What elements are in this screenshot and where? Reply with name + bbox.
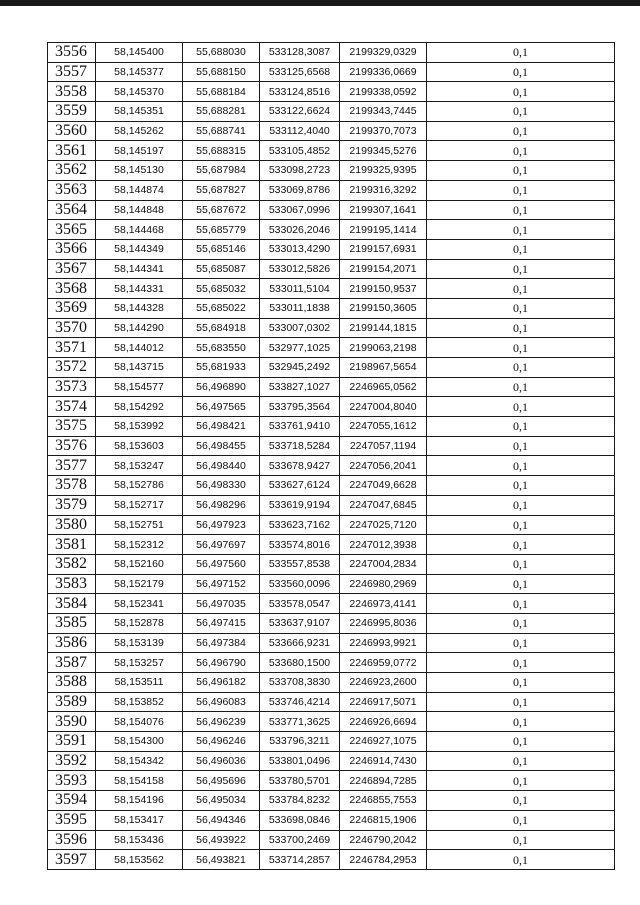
table-row <box>48 554 615 574</box>
latitude-cell: 58,153247 <box>96 456 183 476</box>
point-number-cell: 3582 <box>48 554 96 574</box>
precision-cell: 0,1 <box>427 417 615 437</box>
x-coordinate-cell: 533069,8786 <box>260 180 340 200</box>
latitude-cell: 58,153992 <box>96 417 183 437</box>
x-coordinate-cell: 533578,0547 <box>260 594 340 614</box>
point-number-cell: 3575 <box>48 417 96 437</box>
precision-cell: 0,1 <box>427 456 615 476</box>
table-row <box>48 397 615 417</box>
precision-cell: 0,1 <box>427 43 615 63</box>
longitude-cell: 56,498440 <box>183 456 260 476</box>
y-coordinate-cell: 2246959,0772 <box>340 653 427 673</box>
latitude-cell: 58,144848 <box>96 200 183 220</box>
table-row <box>48 220 615 240</box>
point-number-cell: 3566 <box>48 239 96 259</box>
longitude-cell: 56,496246 <box>183 732 260 752</box>
table-row <box>48 82 615 102</box>
point-number-cell: 3561 <box>48 141 96 161</box>
point-number-cell: 3564 <box>48 200 96 220</box>
table-row <box>48 358 615 378</box>
precision-cell: 0,1 <box>427 850 615 870</box>
point-number-cell: 3567 <box>48 259 96 279</box>
precision-cell: 0,1 <box>427 830 615 850</box>
longitude-cell: 56,496083 <box>183 692 260 712</box>
point-number-cell: 3597 <box>48 850 96 870</box>
precision-cell: 0,1 <box>427 338 615 358</box>
x-coordinate-cell: 533067,0996 <box>260 200 340 220</box>
longitude-cell: 55,685022 <box>183 298 260 318</box>
latitude-cell: 58,145262 <box>96 121 183 141</box>
x-coordinate-cell: 533112,4040 <box>260 121 340 141</box>
point-number-cell: 3592 <box>48 751 96 771</box>
point-number-cell: 3574 <box>48 397 96 417</box>
latitude-cell: 58,145351 <box>96 102 183 122</box>
point-number-cell: 3562 <box>48 161 96 181</box>
longitude-cell: 56,496182 <box>183 673 260 693</box>
longitude-cell: 55,687827 <box>183 180 260 200</box>
point-number-cell: 3579 <box>48 495 96 515</box>
y-coordinate-cell: 2199370,7073 <box>340 121 427 141</box>
point-number-cell: 3583 <box>48 574 96 594</box>
y-coordinate-cell: 2246923,2600 <box>340 673 427 693</box>
y-coordinate-cell: 2199150,9537 <box>340 279 427 299</box>
latitude-cell: 58,152160 <box>96 554 183 574</box>
longitude-cell: 55,688315 <box>183 141 260 161</box>
precision-cell: 0,1 <box>427 279 615 299</box>
latitude-cell: 58,154300 <box>96 732 183 752</box>
y-coordinate-cell: 2199154,2071 <box>340 259 427 279</box>
x-coordinate-cell: 533761,9410 <box>260 417 340 437</box>
table-row <box>48 613 615 633</box>
latitude-cell: 58,145370 <box>96 82 183 102</box>
longitude-cell: 56,498421 <box>183 417 260 437</box>
y-coordinate-cell: 2246993,9921 <box>340 633 427 653</box>
table-row <box>48 377 615 397</box>
latitude-cell: 58,154342 <box>96 751 183 771</box>
y-coordinate-cell: 2246927,1075 <box>340 732 427 752</box>
precision-cell: 0,1 <box>427 298 615 318</box>
point-number-cell: 3587 <box>48 653 96 673</box>
latitude-cell: 58,144874 <box>96 180 183 200</box>
table-row <box>48 791 615 811</box>
table-row <box>48 318 615 338</box>
precision-cell: 0,1 <box>427 141 615 161</box>
y-coordinate-cell: 2247047,6845 <box>340 495 427 515</box>
latitude-cell: 58,145130 <box>96 161 183 181</box>
latitude-cell: 58,145400 <box>96 43 183 63</box>
y-coordinate-cell: 2247049,6628 <box>340 476 427 496</box>
table-row <box>48 673 615 693</box>
y-coordinate-cell: 2199195,1414 <box>340 220 427 240</box>
precision-cell: 0,1 <box>427 515 615 535</box>
x-coordinate-cell: 533718,5284 <box>260 436 340 456</box>
point-number-cell: 3558 <box>48 82 96 102</box>
x-coordinate-cell: 533784,8232 <box>260 791 340 811</box>
latitude-cell: 58,152179 <box>96 574 183 594</box>
table-row <box>48 141 615 161</box>
point-number-cell: 3581 <box>48 535 96 555</box>
precision-cell: 0,1 <box>427 102 615 122</box>
precision-cell: 0,1 <box>427 200 615 220</box>
point-number-cell: 3591 <box>48 732 96 752</box>
y-coordinate-cell: 2199329,0329 <box>340 43 427 63</box>
precision-cell: 0,1 <box>427 476 615 496</box>
longitude-cell: 56,497035 <box>183 594 260 614</box>
table-row <box>48 62 615 82</box>
x-coordinate-cell: 533795,3564 <box>260 397 340 417</box>
x-coordinate-cell: 533771,3625 <box>260 712 340 732</box>
longitude-cell: 56,498296 <box>183 495 260 515</box>
x-coordinate-cell: 532977,1025 <box>260 338 340 358</box>
table-row <box>48 751 615 771</box>
point-number-cell: 3571 <box>48 338 96 358</box>
point-number-cell: 3590 <box>48 712 96 732</box>
latitude-cell: 58,153436 <box>96 830 183 850</box>
x-coordinate-cell: 533007,0302 <box>260 318 340 338</box>
table-row <box>48 417 615 437</box>
table-row <box>48 43 615 63</box>
longitude-cell: 56,497697 <box>183 535 260 555</box>
latitude-cell: 58,154158 <box>96 771 183 791</box>
table-row <box>48 692 615 712</box>
latitude-cell: 58,152717 <box>96 495 183 515</box>
longitude-cell: 56,498330 <box>183 476 260 496</box>
longitude-cell: 56,493922 <box>183 830 260 850</box>
precision-cell: 0,1 <box>427 633 615 653</box>
latitude-cell: 58,153511 <box>96 673 183 693</box>
x-coordinate-cell: 533011,5104 <box>260 279 340 299</box>
latitude-cell: 58,145197 <box>96 141 183 161</box>
y-coordinate-cell: 2247004,2834 <box>340 554 427 574</box>
point-number-cell: 3565 <box>48 220 96 240</box>
x-coordinate-cell: 533560,0096 <box>260 574 340 594</box>
latitude-cell: 58,143715 <box>96 358 183 378</box>
table-row <box>48 298 615 318</box>
y-coordinate-cell: 2199157,6931 <box>340 239 427 259</box>
point-number-cell: 3569 <box>48 298 96 318</box>
latitude-cell: 58,154292 <box>96 397 183 417</box>
x-coordinate-cell: 533627,6124 <box>260 476 340 496</box>
y-coordinate-cell: 2246784,2953 <box>340 850 427 870</box>
longitude-cell: 55,685146 <box>183 239 260 259</box>
latitude-cell: 58,153562 <box>96 850 183 870</box>
x-coordinate-cell: 533125,6568 <box>260 62 340 82</box>
precision-cell: 0,1 <box>427 751 615 771</box>
longitude-cell: 55,688281 <box>183 102 260 122</box>
longitude-cell: 55,687984 <box>183 161 260 181</box>
point-number-cell: 3568 <box>48 279 96 299</box>
y-coordinate-cell: 2246917,5071 <box>340 692 427 712</box>
longitude-cell: 56,497415 <box>183 613 260 633</box>
latitude-cell: 58,152786 <box>96 476 183 496</box>
table-row <box>48 239 615 259</box>
longitude-cell: 55,681933 <box>183 358 260 378</box>
precision-cell: 0,1 <box>427 259 615 279</box>
latitude-cell: 58,144290 <box>96 318 183 338</box>
x-coordinate-cell: 533801,0496 <box>260 751 340 771</box>
precision-cell: 0,1 <box>427 613 615 633</box>
point-number-cell: 3572 <box>48 358 96 378</box>
latitude-cell: 58,144468 <box>96 220 183 240</box>
longitude-cell: 55,685032 <box>183 279 260 299</box>
point-number-cell: 3570 <box>48 318 96 338</box>
x-coordinate-cell: 533714,2857 <box>260 850 340 870</box>
x-coordinate-cell: 533012,5826 <box>260 259 340 279</box>
longitude-cell: 56,498455 <box>183 436 260 456</box>
y-coordinate-cell: 2246815,1906 <box>340 810 427 830</box>
x-coordinate-cell: 533700,2469 <box>260 830 340 850</box>
latitude-cell: 58,153852 <box>96 692 183 712</box>
latitude-cell: 58,144328 <box>96 298 183 318</box>
latitude-cell: 58,144349 <box>96 239 183 259</box>
longitude-cell: 56,497384 <box>183 633 260 653</box>
x-coordinate-cell: 533619,9194 <box>260 495 340 515</box>
table-row <box>48 338 615 358</box>
longitude-cell: 56,497923 <box>183 515 260 535</box>
point-number-cell: 3593 <box>48 771 96 791</box>
y-coordinate-cell: 2246790,2042 <box>340 830 427 850</box>
table-row <box>48 535 615 555</box>
x-coordinate-cell: 533124,8516 <box>260 82 340 102</box>
point-number-cell: 3556 <box>48 43 96 63</box>
latitude-cell: 58,152341 <box>96 594 183 614</box>
longitude-cell: 55,688030 <box>183 43 260 63</box>
y-coordinate-cell: 2199338,0592 <box>340 82 427 102</box>
point-number-cell: 3589 <box>48 692 96 712</box>
latitude-cell: 58,154196 <box>96 791 183 811</box>
latitude-cell: 58,152751 <box>96 515 183 535</box>
precision-cell: 0,1 <box>427 692 615 712</box>
table-row <box>48 279 615 299</box>
precision-cell: 0,1 <box>427 712 615 732</box>
precision-cell: 0,1 <box>427 397 615 417</box>
y-coordinate-cell: 2199307,1641 <box>340 200 427 220</box>
y-coordinate-cell: 2198967,5654 <box>340 358 427 378</box>
precision-cell: 0,1 <box>427 732 615 752</box>
longitude-cell: 56,497565 <box>183 397 260 417</box>
point-number-cell: 3560 <box>48 121 96 141</box>
x-coordinate-cell: 533827,1027 <box>260 377 340 397</box>
precision-cell: 0,1 <box>427 82 615 102</box>
x-coordinate-cell: 533128,3087 <box>260 43 340 63</box>
point-number-cell: 3586 <box>48 633 96 653</box>
latitude-cell: 58,144012 <box>96 338 183 358</box>
x-coordinate-cell: 533678,9427 <box>260 456 340 476</box>
precision-cell: 0,1 <box>427 180 615 200</box>
longitude-cell: 56,493821 <box>183 850 260 870</box>
top-border-rule <box>0 0 640 6</box>
table-row <box>48 121 615 141</box>
coordinate-table-container <box>47 42 615 870</box>
point-number-cell: 3588 <box>48 673 96 693</box>
precision-cell: 0,1 <box>427 535 615 555</box>
longitude-cell: 56,496239 <box>183 712 260 732</box>
x-coordinate-cell: 533557,8538 <box>260 554 340 574</box>
precision-cell: 0,1 <box>427 810 615 830</box>
latitude-cell: 58,152312 <box>96 535 183 555</box>
precision-cell: 0,1 <box>427 653 615 673</box>
precision-cell: 0,1 <box>427 436 615 456</box>
point-number-cell: 3559 <box>48 102 96 122</box>
x-coordinate-cell: 533666,9231 <box>260 633 340 653</box>
y-coordinate-cell: 2246855,7553 <box>340 791 427 811</box>
table-row <box>48 810 615 830</box>
x-coordinate-cell: 533746,4214 <box>260 692 340 712</box>
y-coordinate-cell: 2199343,7445 <box>340 102 427 122</box>
latitude-cell: 58,154577 <box>96 377 183 397</box>
table-row <box>48 495 615 515</box>
y-coordinate-cell: 2247056,2041 <box>340 456 427 476</box>
latitude-cell: 58,144341 <box>96 259 183 279</box>
point-number-cell: 3585 <box>48 613 96 633</box>
x-coordinate-cell: 533013,4290 <box>260 239 340 259</box>
table-row <box>48 830 615 850</box>
longitude-cell: 56,495034 <box>183 791 260 811</box>
point-number-cell: 3596 <box>48 830 96 850</box>
table-row <box>48 633 615 653</box>
latitude-cell: 58,153257 <box>96 653 183 673</box>
longitude-cell: 55,687672 <box>183 200 260 220</box>
point-number-cell: 3576 <box>48 436 96 456</box>
longitude-cell: 55,685087 <box>183 259 260 279</box>
x-coordinate-cell: 533708,3830 <box>260 673 340 693</box>
y-coordinate-cell: 2247012,3938 <box>340 535 427 555</box>
x-coordinate-cell: 533623,7162 <box>260 515 340 535</box>
point-number-cell: 3578 <box>48 476 96 496</box>
table-row <box>48 259 615 279</box>
table-row <box>48 161 615 181</box>
precision-cell: 0,1 <box>427 239 615 259</box>
y-coordinate-cell: 2199336,0669 <box>340 62 427 82</box>
longitude-cell: 56,495696 <box>183 771 260 791</box>
x-coordinate-cell: 533698,0846 <box>260 810 340 830</box>
precision-cell: 0,1 <box>427 358 615 378</box>
table-row <box>48 476 615 496</box>
y-coordinate-cell: 2246980,2969 <box>340 574 427 594</box>
longitude-cell: 55,685779 <box>183 220 260 240</box>
y-coordinate-cell: 2246995,8036 <box>340 613 427 633</box>
latitude-cell: 58,153417 <box>96 810 183 830</box>
y-coordinate-cell: 2246894,7285 <box>340 771 427 791</box>
x-coordinate-cell: 533574,8016 <box>260 535 340 555</box>
y-coordinate-cell: 2246965,0562 <box>340 377 427 397</box>
table-row <box>48 200 615 220</box>
point-number-cell: 3563 <box>48 180 96 200</box>
x-coordinate-cell: 533780,5701 <box>260 771 340 791</box>
point-number-cell: 3577 <box>48 456 96 476</box>
longitude-cell: 56,494346 <box>183 810 260 830</box>
x-coordinate-cell: 533796,3211 <box>260 732 340 752</box>
precision-cell: 0,1 <box>427 771 615 791</box>
y-coordinate-cell: 2247055,1612 <box>340 417 427 437</box>
longitude-cell: 56,496890 <box>183 377 260 397</box>
longitude-cell: 56,497560 <box>183 554 260 574</box>
y-coordinate-cell: 2199150,3605 <box>340 298 427 318</box>
longitude-cell: 55,688741 <box>183 121 260 141</box>
y-coordinate-cell: 2247004,8040 <box>340 397 427 417</box>
y-coordinate-cell: 2199345,5276 <box>340 141 427 161</box>
precision-cell: 0,1 <box>427 495 615 515</box>
latitude-cell: 58,153603 <box>96 436 183 456</box>
precision-cell: 0,1 <box>427 161 615 181</box>
table-row <box>48 436 615 456</box>
x-coordinate-cell: 533026,2046 <box>260 220 340 240</box>
precision-cell: 0,1 <box>427 220 615 240</box>
latitude-cell: 58,145377 <box>96 62 183 82</box>
precision-cell: 0,1 <box>427 62 615 82</box>
precision-cell: 0,1 <box>427 121 615 141</box>
latitude-cell: 58,153139 <box>96 633 183 653</box>
latitude-cell: 58,154076 <box>96 712 183 732</box>
longitude-cell: 56,496790 <box>183 653 260 673</box>
table-row <box>48 180 615 200</box>
precision-cell: 0,1 <box>427 554 615 574</box>
y-coordinate-cell: 2246973,4141 <box>340 594 427 614</box>
table-row <box>48 574 615 594</box>
y-coordinate-cell: 2199063,2198 <box>340 338 427 358</box>
y-coordinate-cell: 2199144,1815 <box>340 318 427 338</box>
precision-cell: 0,1 <box>427 377 615 397</box>
table-row <box>48 712 615 732</box>
precision-cell: 0,1 <box>427 594 615 614</box>
longitude-cell: 56,497152 <box>183 574 260 594</box>
point-number-cell: 3557 <box>48 62 96 82</box>
x-coordinate-cell: 533122,6624 <box>260 102 340 122</box>
table-row <box>48 732 615 752</box>
longitude-cell: 55,688150 <box>183 62 260 82</box>
y-coordinate-cell: 2247025,7120 <box>340 515 427 535</box>
point-number-cell: 3580 <box>48 515 96 535</box>
longitude-cell: 55,688184 <box>183 82 260 102</box>
latitude-cell: 58,152878 <box>96 613 183 633</box>
table-row <box>48 771 615 791</box>
table-row <box>48 515 615 535</box>
coordinate-table-body <box>48 43 615 870</box>
precision-cell: 0,1 <box>427 791 615 811</box>
table-row <box>48 653 615 673</box>
x-coordinate-cell: 533105,4852 <box>260 141 340 161</box>
precision-cell: 0,1 <box>427 673 615 693</box>
point-number-cell: 3594 <box>48 791 96 811</box>
point-number-cell: 3595 <box>48 810 96 830</box>
y-coordinate-cell: 2199316,3292 <box>340 180 427 200</box>
table-row <box>48 594 615 614</box>
longitude-cell: 55,684918 <box>183 318 260 338</box>
x-coordinate-cell: 533680,1500 <box>260 653 340 673</box>
x-coordinate-cell: 533011,1838 <box>260 298 340 318</box>
point-number-cell: 3573 <box>48 377 96 397</box>
longitude-cell: 56,496036 <box>183 751 260 771</box>
y-coordinate-cell: 2246926,6694 <box>340 712 427 732</box>
longitude-cell: 55,683550 <box>183 338 260 358</box>
y-coordinate-cell: 2199325,9395 <box>340 161 427 181</box>
latitude-cell: 58,144331 <box>96 279 183 299</box>
table-row <box>48 456 615 476</box>
table-row <box>48 850 615 870</box>
y-coordinate-cell: 2247057,1194 <box>340 436 427 456</box>
x-coordinate-cell: 533098,2723 <box>260 161 340 181</box>
precision-cell: 0,1 <box>427 318 615 338</box>
x-coordinate-cell: 533637,9107 <box>260 613 340 633</box>
precision-cell: 0,1 <box>427 574 615 594</box>
y-coordinate-cell: 2246914,7430 <box>340 751 427 771</box>
table-row <box>48 102 615 122</box>
point-number-cell: 3584 <box>48 594 96 614</box>
coordinate-table <box>47 42 615 870</box>
x-coordinate-cell: 532945,2492 <box>260 358 340 378</box>
